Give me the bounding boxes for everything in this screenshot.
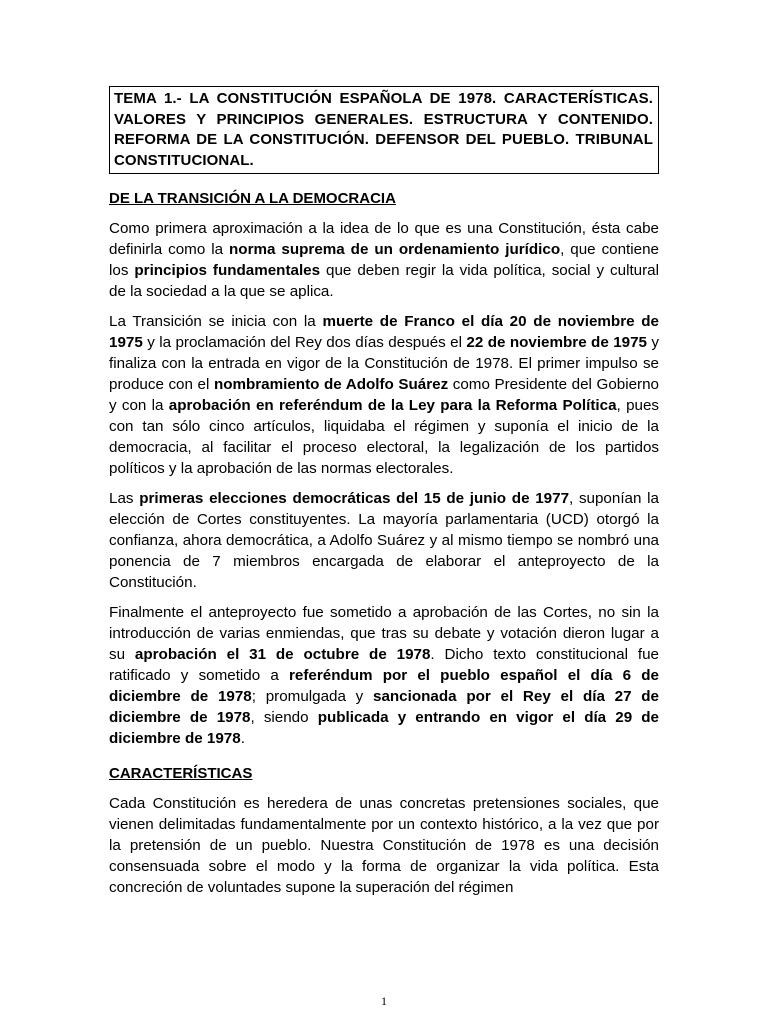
text-run: , pues con tan sólo cinco artículos, liquidaba el régimen y suponía el inicio de la democracia, al facilitar el proceso electoral, la legalización de los partidos políticos y la aprobación de las normas electorales. [109,397,659,477]
text-run: como Presidente del Gobierno y con la [109,376,659,414]
text-run: y finaliza con la entrada en vigor de la Constitución de 1978. El primer impulso se produce con el [109,334,659,393]
text-run: ; promulgada y [251,688,374,705]
bold-text-run: principios fundamentales [134,262,321,279]
bold-text-run: primeras elecciones democráticas del 15 de junio de 1977 [139,490,570,507]
text-run: Finalmente el anteproyecto fue sometido a aprobación de las Cortes, no sin la introducción de varias enmiendas, que tras su debate y votación dieron lugar a su [109,604,659,663]
page-number: 1 [381,994,387,1008]
bold-text-run: muerte de Franco el día 20 de noviembre de 1975 [109,313,660,351]
text-run: , que contiene los [109,241,659,279]
section-heading: DE LA TRANSICIÓN A LA DEMOCRACIA [109,190,396,207]
bold-text-run: 22 de noviembre de 1975 [466,334,647,351]
document-body [109,189,659,898]
text-run: y la proclamación del Rey dos días después el [142,334,467,351]
document-title: TEMA 1.- LA CONSTITUCIÓN ESPAÑOLA DE 1978. CARACTERÍSTICAS. VALORES Y PRINCIPIOS GENERALES. ESTRUCTURA Y CONTENIDO. REFORMA DE LA CONSTITUCIÓN. DEFENSOR DEL PUEBLO. TRIBUNAL CONSTITUCIONAL. [109,86,659,174]
text-run: La Transición se inicia con la [109,313,323,330]
bold-text-run: sancionada por el Rey el día 27 de diciembre de 1978 [109,688,659,726]
text-run: Cada Constitución es heredera de unas concretas pretensiones sociales, que vienen delimitadas fundamentalmente por un contexto histórico, a la vez que por la pretensión de un pueblo. Nuestra Constitución de 1978 es una decisión consensuada sobre el modo y la forma de organizar la vida política. Esta concreción de voluntades supone la superación del régimen [109,795,659,896]
bold-text-run: norma suprema de un ordenamiento jurídico [229,241,561,258]
text-run: . Dicho texto constitucional fue ratificado y sometido a [109,646,659,684]
bold-text-run: nombramiento de Adolfo Suárez [213,376,449,393]
body-paragraph [109,311,659,479]
bold-text-run: referéndum por el pueblo español el día 6 de diciembre de 1978 [109,667,659,705]
bold-text-run: aprobación en referéndum de la Ley para la Reforma Política [168,397,617,414]
body-paragraph [109,218,659,302]
text-run: Las [109,490,140,507]
text-run: que deben regir la vida política, social y cultural de la sociedad a la que se aplica. [109,262,659,300]
bold-text-run: aprobación el 31 de octubre de 1978 [134,646,431,663]
text-run: . [240,730,245,747]
section-heading: CARACTERÍSTICAS [109,765,253,782]
document-page [109,86,659,898]
text-run: , siendo [250,709,318,726]
body-paragraph [109,602,659,749]
text-run: Como primera aproximación a la idea de lo que es una Constitución, ésta cabe definirla como la [109,220,659,258]
text-run: , suponían la elección de Cortes constituyentes. La mayoría parlamentaria (UCD) otorgó la confianza, ahora democrática, a Adolfo Suárez y al mismo tiempo se nombró una ponencia de 7 miembros encargada de elaborar el anteproyecto de la Constitución. [109,490,659,591]
bold-text-run: publicada y entrando en vigor el día 29 de diciembre de 1978 [109,709,659,747]
body-paragraph [109,793,659,898]
body-paragraph [109,488,659,593]
